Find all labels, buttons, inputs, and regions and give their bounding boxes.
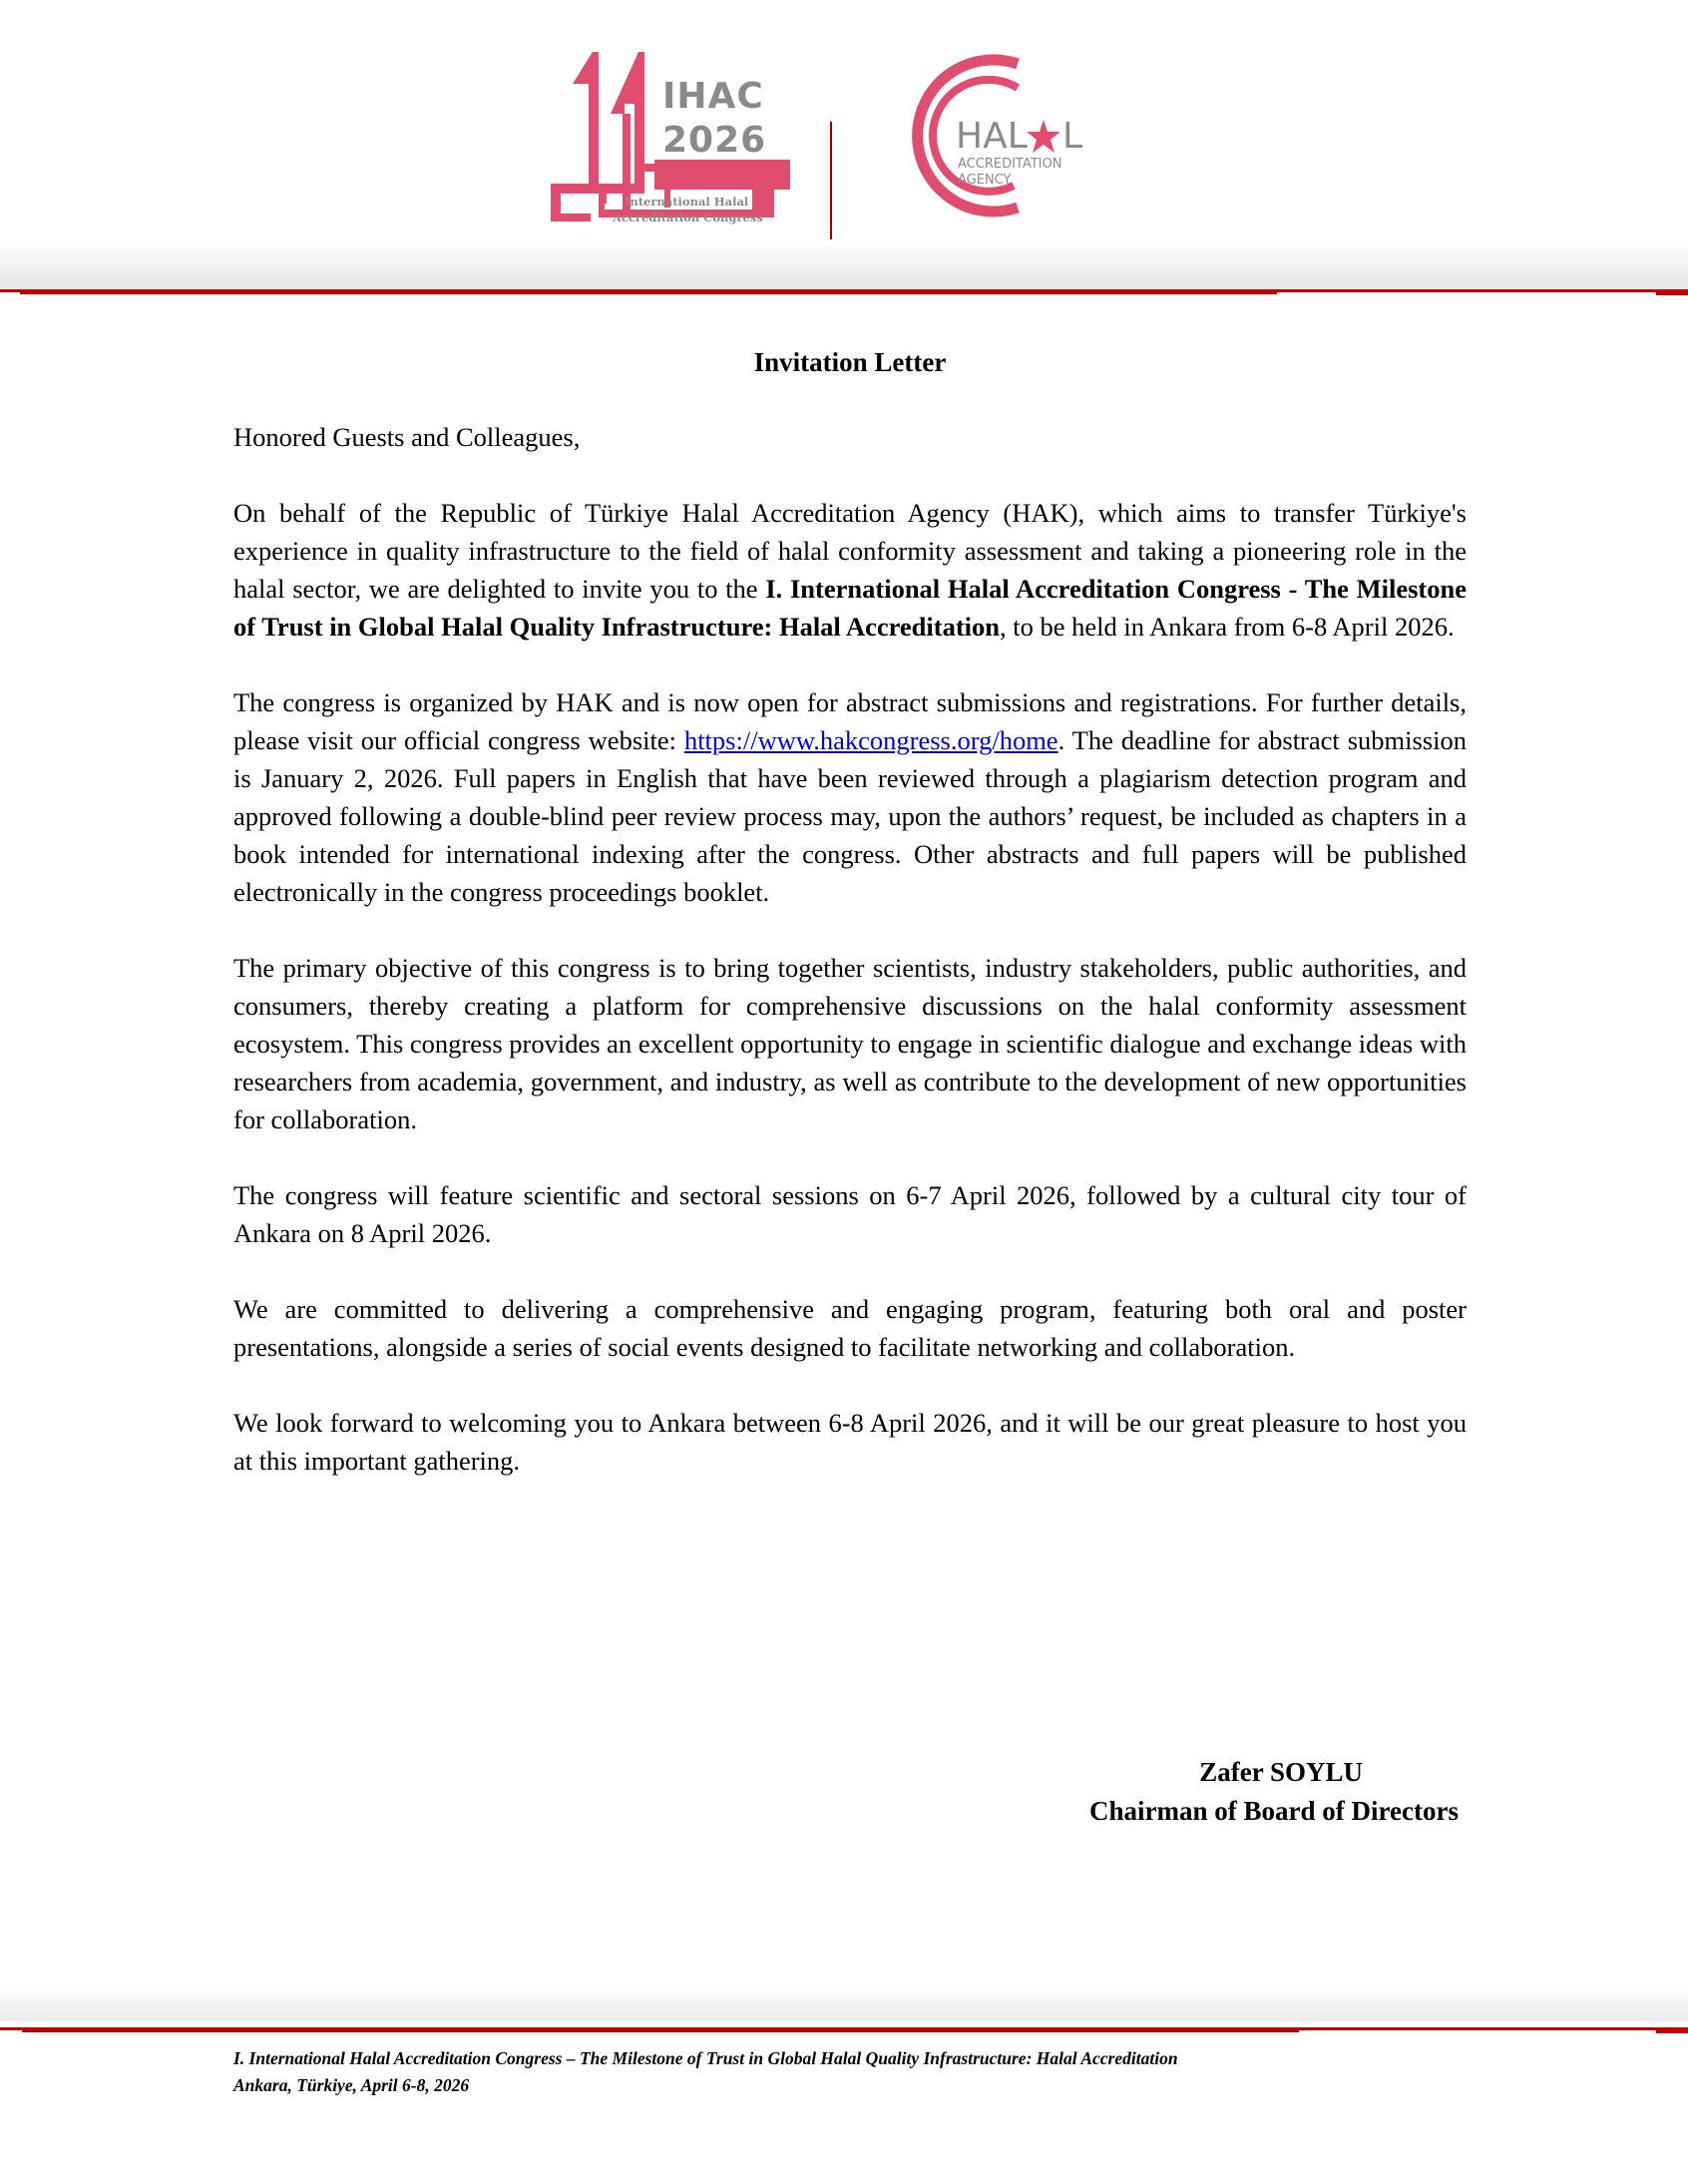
footer-congress-title: I. International Halal Accreditation Congress – The Milestone of Trust in Global Halal Quality Infrastructure: Halal Accreditation <box>233 2048 1178 2068</box>
halal-wordmark-right: L <box>1062 116 1083 157</box>
header-rule-end <box>1656 291 1688 295</box>
footer-rule-accent <box>22 2028 1299 2032</box>
header-rule-accent <box>20 290 1277 294</box>
year-text: 2026 <box>662 120 767 161</box>
ihac-2026-logo <box>539 44 798 233</box>
footer-location-date: Ankara, Türkiye, April 6-8, 2026 <box>233 2075 470 2095</box>
header-shadow <box>0 239 1688 289</box>
hak-accreditation-text: ACCREDITATION <box>958 157 1062 172</box>
congress-website-link[interactable]: https://www.hakcongress.org/home <box>683 725 1058 755</box>
paragraph-submissions <box>233 683 1467 911</box>
salutation: Honored Guests and Colleagues, <box>233 422 581 452</box>
halal-accreditation-agency-logo <box>868 50 1097 219</box>
invitation-outro: , to be held in Ankara from 6-8 April 2026. <box>1000 612 1455 642</box>
congress-name: I. International Halal Accreditation Congress - The Milestone of Trust in Global Halal Quality Infrastructure: Halal Accreditation <box>233 574 1467 642</box>
ihac-subtitle-line2: Accreditation Congress <box>613 211 763 224</box>
logo-divider <box>830 122 832 239</box>
ihac-text: IHAC <box>662 76 764 117</box>
hak-agency-text: AGENCY <box>958 173 1012 188</box>
paragraph-program: We are committed to delivering a comprehensive and engaging program, featuring both oral and poster presentations, alongside a series of social events designed to facilitate networking and collaboration. <box>233 1294 1467 1362</box>
footer <box>233 2045 1530 2099</box>
submissions-intro: The congress is organized by HAK and is now open for abstract submissions and registrations. For further details, please visit our official congress website: <box>233 687 1467 755</box>
invitation-intro: On behalf of the Republic of Türkiye Halal Accreditation Agency (HAK), which aims to transfer Türkiye's experience in quality infrastructure to the field of halal conformity assessment and taking a pioneering role in the halal sector, we are delighted to invite you to the <box>233 498 1467 604</box>
signature-block <box>898 1753 1467 1831</box>
footer-shadow <box>0 1985 1688 2021</box>
paragraph-closing: We look forward to welcoming you to Ankara between 6-8 April 2026, and it will be our great pleasure to host you at this important gathering. <box>233 1408 1467 1476</box>
logo-group <box>539 44 1097 233</box>
signatory-name: Zafer SOYLU <box>1199 1757 1363 1787</box>
paragraph-invitation <box>233 494 1467 646</box>
document-title: Invitation Letter <box>753 347 947 377</box>
halal-wordmark-left: HAL <box>956 116 1028 157</box>
paragraph-schedule: The congress will feature scientific and sectoral sessions on 6-7 April 2026, followed by a cultural city tour of Ankara on 8 April 2026. <box>233 1180 1467 1248</box>
submissions-details: . The deadline for abstract submission is January 2, 2026. Full papers in English that have been reviewed through a plagiarism detection program and approved following a double-blind peer review process may, upon the authors’ request, be included as chapters in a book intended for international indexing after the congress. Other abstracts and full papers will be published electronically in the congress proceedings booklet. <box>233 725 1467 907</box>
paragraph-objective: The primary objective of this congress is to bring together scientists, industry stakeholders, public authorities, and consumers, thereby creating a platform for comprehensive discussions on the halal conformity assessment ecosystem. This congress provides an excellent opportunity to engage in scientific dialogue and exchange ideas with researchers from academia, government, and industry, as well as contribute to the development of new opportunities for collaboration. <box>233 953 1467 1134</box>
letter-body <box>233 343 1467 1518</box>
star-icon <box>1027 120 1060 153</box>
footer-rule-end <box>1656 2029 1688 2033</box>
ihac-subtitle-line1: International Halal <box>625 195 749 209</box>
letterhead <box>0 0 1688 299</box>
signatory-title: Chairman of Board of Directors <box>1089 1796 1459 1826</box>
